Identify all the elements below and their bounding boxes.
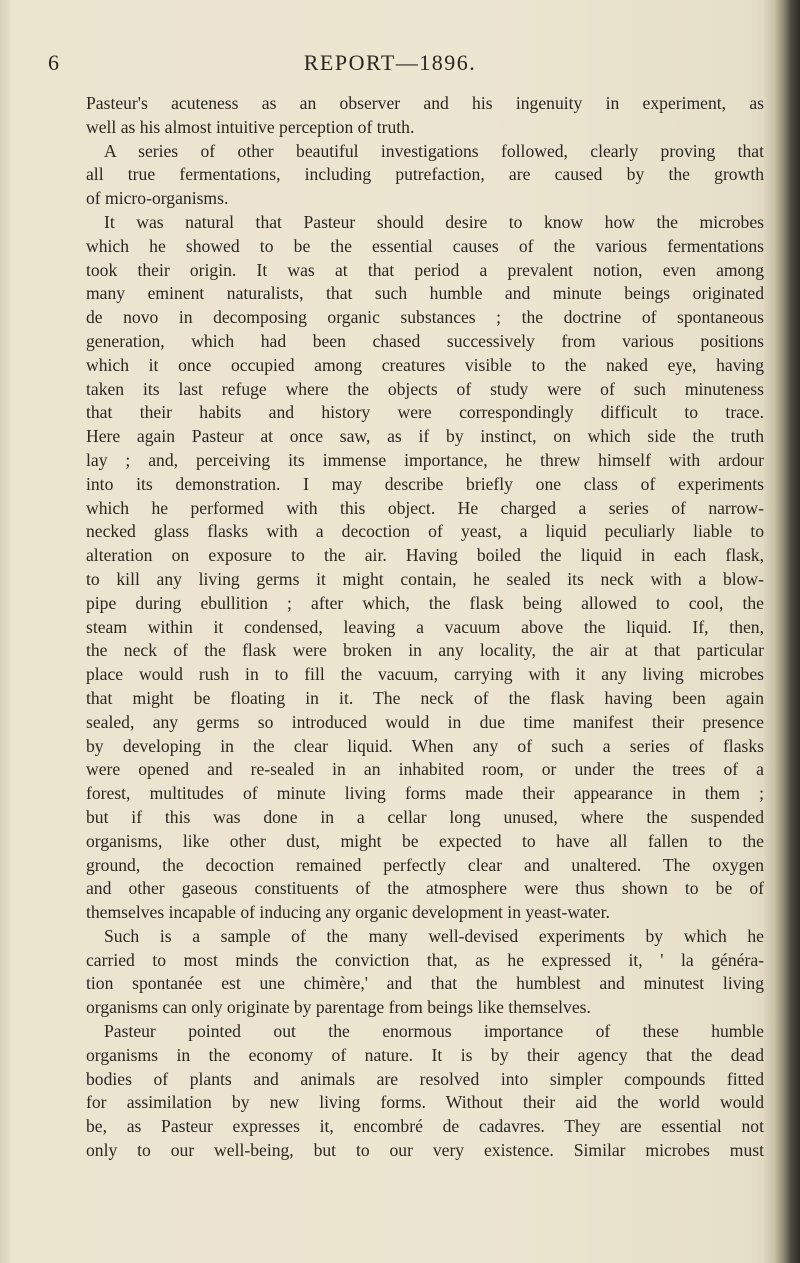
- text-line: be, as Pasteur expresses it, encombré de cadavres. They are essential not: [86, 1116, 764, 1137]
- text-line: de novo in decomposing organic substances ; the doctrine of spontaneous: [86, 307, 764, 328]
- text-line: that their habits and history were correspondingly difficult to trace.: [86, 402, 764, 423]
- text-line: were opened and re-sealed in an inhabited room, or under the trees of a: [86, 759, 764, 780]
- text-line: place would rush in to fill the vacuum, carrying with it any living microbes: [86, 664, 764, 685]
- page-number: 6: [48, 50, 60, 75]
- running-title: REPORT—1896.: [303, 50, 477, 75]
- page-body: [86, 92, 764, 1163]
- text-line: bodies of plants and animals are resolved into simpler compounds fitted: [86, 1068, 764, 1089]
- text-line: which he showed to be the essential causes of the various fermentations: [86, 235, 764, 256]
- text-line: sealed, any germs so introduced would in due time manifest their presence: [86, 711, 764, 732]
- text-line: pipe during ebullition ; after which, the flask being allowed to cool, the: [86, 592, 764, 613]
- text-line: ground, the decoction remained perfectly clear and unaltered. The oxygen: [86, 854, 764, 875]
- text-line: It was natural that Pasteur should desire to know how the microbes: [104, 211, 764, 232]
- text-line: carried to most minds the conviction that, as he expressed it, ' la généra-: [86, 949, 764, 970]
- text-line: which it once occupied among creatures visible to the naked eye, having: [86, 354, 764, 375]
- text-line: organisms, like other dust, might be expected to have all fallen to the: [86, 830, 764, 851]
- text-line: forest, multitudes of minute living forms made their appearance in them ;: [86, 783, 764, 804]
- text-line: all true fermentations, including putrefaction, are caused by the growth: [86, 164, 764, 185]
- text-line: Here again Pasteur at once saw, as if by instinct, on which side the truth: [86, 426, 764, 447]
- page-header: [40, 50, 740, 78]
- text-line: many eminent naturalists, that such humble and minute beings originated: [86, 283, 764, 304]
- text-line: Pasteur pointed out the enormous importance of these humble: [104, 1021, 764, 1042]
- text-line: alteration on exposure to the air. Having boiled the liquid in each flask,: [86, 545, 764, 566]
- text-line: of micro-organisms.: [86, 188, 229, 209]
- text-line: into its demonstration. I may describe briefly one class of experiments: [86, 473, 764, 494]
- text-line: which he performed with this object. He charged a series of narrow-: [86, 497, 764, 518]
- text-line: the neck of the flask were broken in any locality, the air at that particular: [86, 640, 764, 661]
- text-line: that might be floating in it. The neck of the flask having been again: [86, 687, 764, 708]
- text-line: themselves incapable of inducing any organic development in yeast-water.: [86, 902, 610, 923]
- text-line: well as his almost intuitive perception of truth.: [86, 116, 415, 137]
- text-line: by developing in the clear liquid. When any of such a series of flasks: [86, 735, 764, 756]
- text-line: A series of other beautiful investigations followed, clearly proving that: [104, 140, 764, 161]
- text-line: generation, which had been chased successively from various positions: [86, 330, 764, 351]
- text-line: steam within it condensed, leaving a vacuum above the liquid. If, then,: [86, 616, 764, 637]
- text-line: necked glass flasks with a decoction of yeast, a liquid peculiarly liable to: [86, 521, 764, 542]
- text-line: lay ; and, perceiving its immense importance, he threw himself with ardour: [86, 449, 764, 470]
- text-line: Such is a sample of the many well-devised experiments by which he: [104, 925, 764, 946]
- text-line: Pasteur's acuteness as an observer and his ingenuity in experiment, as: [86, 93, 764, 113]
- page-left-edge: [0, 0, 10, 1263]
- text-line: for assimilation by new living forms. Without their aid the world would: [86, 1092, 764, 1113]
- text-line: took their origin. It was at that period a prevalent notion, even among: [86, 259, 764, 280]
- book-gutter-shadow: [764, 0, 800, 1263]
- text-line: organisms in the economy of nature. It is by their agency that the dead: [86, 1044, 764, 1065]
- text-line: and other gaseous constituents of the atmosphere were thus shown to be of: [86, 878, 764, 899]
- text-line: tion spontanée est une chimère,' and that the humblest and minutest living: [86, 973, 764, 994]
- text-line: only to our well-being, but to our very existence. Similar microbes must: [86, 1140, 764, 1161]
- text-line: organisms can only originate by parentage from beings like themselves.: [86, 997, 591, 1018]
- text-line: to kill any living germs it might contain, he sealed its neck with a blow-: [86, 568, 764, 589]
- text-line: but if this was done in a cellar long unused, where the suspended: [86, 806, 764, 827]
- text-line: taken its last refuge where the objects of study were of such minuteness: [86, 378, 764, 399]
